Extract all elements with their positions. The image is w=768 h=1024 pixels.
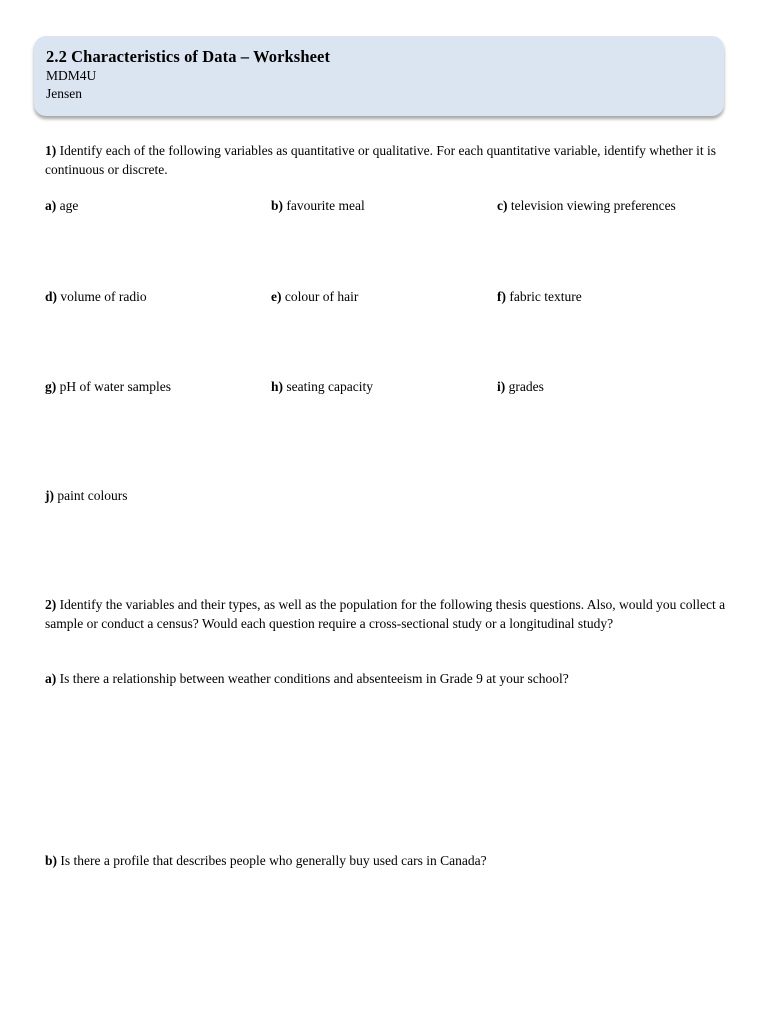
- item-letter: h): [271, 379, 284, 394]
- item-letter: f): [497, 289, 506, 304]
- item-letter: c): [497, 198, 508, 213]
- question-1-item-i: [497, 378, 544, 396]
- item-text: volume of radio: [60, 289, 147, 304]
- question-1-prompt: [45, 142, 730, 179]
- question-2-prompt: [45, 596, 730, 633]
- item-text: grades: [508, 379, 544, 394]
- item-text: age: [59, 198, 79, 213]
- question-1-text: Identify each of the following variables as quantitative or qualitative. For each quantitative variable, identify whether it is continuous or discrete.: [45, 143, 717, 177]
- question-1-item-d: [45, 288, 147, 306]
- item-text: television viewing preferences: [510, 198, 676, 213]
- question-1-item-h: [271, 378, 373, 396]
- question-1-item-f: [497, 288, 582, 306]
- question-1-item-c: [497, 197, 676, 215]
- question-1-number: 1): [45, 143, 57, 158]
- item-text: seating capacity: [286, 379, 373, 394]
- teacher-name: Jensen: [46, 86, 82, 101]
- item-text: colour of hair: [284, 289, 359, 304]
- part-letter: a): [45, 671, 57, 686]
- item-text: fabric texture: [509, 289, 582, 304]
- item-letter: a): [45, 198, 57, 213]
- question-1-item-g: [45, 378, 171, 396]
- question-2-number: 2): [45, 597, 57, 612]
- question-2-text: Identify the variables and their types, as well as the population for the following thesis questions. Also, would you collect a sample or conduct a census? Would each question require a cross-sectional study or a longitudinal study?: [45, 597, 726, 631]
- part-text: Is there a profile that describes people who generally buy used cars in Canada?: [60, 853, 487, 868]
- item-letter: b): [271, 198, 284, 213]
- question-1-item-j: [45, 487, 128, 505]
- question-2-part-b: [45, 852, 487, 870]
- course-code: MDM4U: [46, 68, 97, 83]
- worksheet-title: 2.2 Characteristics of Data – Worksheet: [46, 47, 331, 66]
- item-letter: i): [497, 379, 506, 394]
- part-letter: b): [45, 853, 58, 868]
- question-2-part-a: [45, 670, 569, 688]
- item-letter: e): [271, 289, 282, 304]
- item-text: paint colours: [57, 488, 128, 503]
- question-1-item-b: [271, 197, 365, 215]
- item-text: favourite meal: [286, 198, 365, 213]
- item-text: pH of water samples: [59, 379, 171, 394]
- item-letter: d): [45, 289, 58, 304]
- worksheet-header: [34, 36, 724, 116]
- question-1-item-a: [45, 197, 78, 215]
- item-letter: j): [45, 488, 54, 503]
- part-text: Is there a relationship between weather conditions and absenteeism in Grade 9 at your school?: [59, 671, 569, 686]
- question-1-item-e: [271, 288, 358, 306]
- item-letter: g): [45, 379, 57, 394]
